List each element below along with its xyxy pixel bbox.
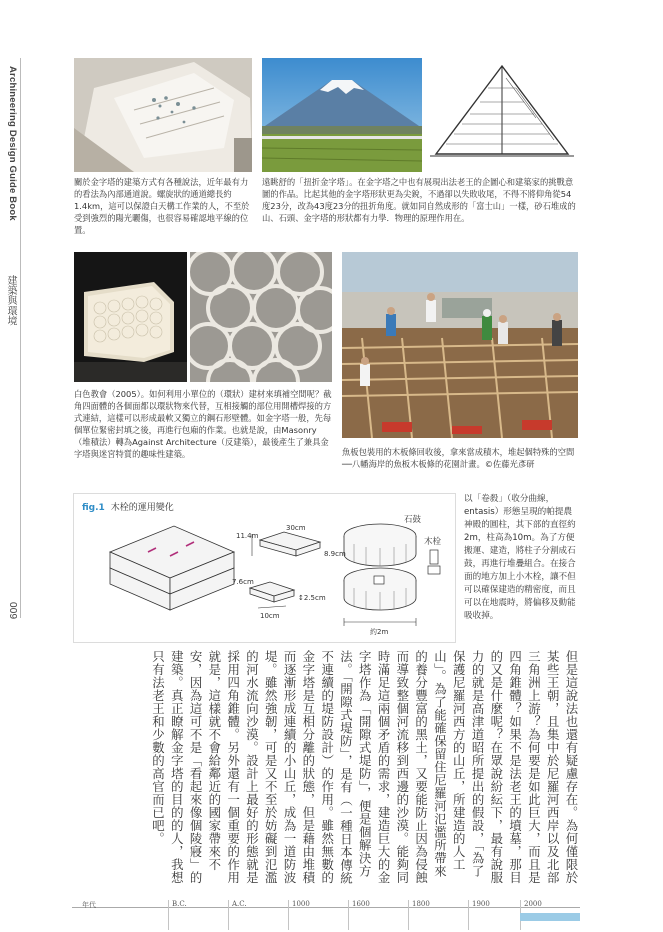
spine-rule [20,58,21,618]
fish-crate-garden-photo [342,252,578,438]
white-church-exterior-photo [74,252,187,382]
caption-pyramid-model: 關於金字塔的建築方式有各種說法，近年最有力的看法為內部通道說。螺旋狀的通道總長約1.4km，這可以保證白天構工作業的人，不至於受到強烈的陽光曬傷，也很容易確認地平線的位置。 [74,177,250,235]
body-text-vertical: 但是這說法也還有疑慮存在。為何僅限於某些王朝，且集中於尼羅河西岸以及北部三角洲上游？為何要是如此巨大，而且是四角錐體？如果不是法老王的墳墓，那目的又是什麼呢？在眾說紛紜下，最有說服力的就是高津道昭所提出的假設，「為了保護尼羅河西方的山丘，所建造的人工山」。為了能確保留住尼羅河氾濫所帶來的養分豐富的黑土，又要能防止因為侵蝕而導致整個河流移到西邊的沙漠。能夠同時滿足這兩個矛盾的需求，建造巨大的金字塔作為「開隙式堤防」，便是個解決方法。「開隙式堤防」，是有（一種日本傳統不連續的堤防設計）的作用。雖然無數的金字塔是互相分離的狀態，但是藉由堆積而逐漸形成連續的小山丘，成為一道防波堤。雖然強韌，可是又不至於妨礙到氾濫的河水流向沙漠。設計上最好的形態就是採用四角錐體。另外還有一個重要的作用就是，這樣就不會給鄰近的國家帶來不安，因為這可不是「看起來像個陵寢」的建築。真正瞭解金字塔的目的的人，我想只有法老王和少數的高官而已吧。 [150,650,579,885]
label-8-9cm: 8.9cm [324,550,346,558]
caption-white-church: 白色教會（2005）。如何利用小單位的（環狀）建材來填補空間呢？截角四面體的各個面都以環狀物來代替，互相接觸的部位用開槽焊接的方式連結，這樣可以形成最軟又獨立的鋼石形壁體。如金字塔一般，先每個單位緊密封填之後，再進行包廂的作業。也就是說，由Masonry（堆積法）轉為Against Architecture（反建築），最後產生了兼具金字塔與迷宮特質的趣味性建築。 [74,389,332,459]
figure-number: fig.1 [82,503,105,513]
chapter-title: 建築與環境 [5,275,16,326]
label-30cm: 30cm [286,524,306,532]
figure-drawing [74,494,457,644]
timeline-highlight [520,913,580,921]
page-number: 009 [7,602,18,620]
timeline-label: 年代 [82,901,96,909]
timeline-tick [468,900,469,930]
timeline-tick [348,900,349,930]
label-7-6cm: 7.6cm [232,578,254,586]
timeline-tick-label: 2000 [524,900,542,908]
timeline-tick-label: 1000 [292,900,310,908]
timeline-tick-label: 1900 [472,900,490,908]
timeline-tick-label: 1800 [412,900,430,908]
mount-fuji-photo [262,58,422,172]
ring-wall-detail-photo [190,252,332,382]
timeline-tick [228,900,229,930]
bent-pyramid-sketch [426,58,578,172]
timeline-tick [288,900,289,930]
timeline-tick-label: 1600 [352,900,370,908]
label-10cm: 10cm [260,612,280,620]
era-timeline [72,900,580,930]
label-wood-dowel: 木栓 [424,537,442,547]
timeline-tick [168,900,169,930]
timeline-axis [72,907,580,908]
timeline-tick [408,900,409,930]
figure-caption: 木栓的運用變化 [110,503,174,513]
caption-bent-pyramid: 遠眺舒的「扭折金字塔」。在金字塔之中也有展現出法老王的企圖心和建築家的挑戰意圖的作品。比起其他的金字塔形狀更為尖銳，不過卻以失敗收尾，不得不將仰角從54度23分，改為43度23分的扭折角度。就如同自然成形的「富士山」一樣，砂石堆成的山、石頭、金字塔的形狀都有力學．物理的原理作用在。 [262,177,576,223]
page-spine [0,0,30,932]
label-11-4m: 11.4m [236,532,259,540]
label-stone-drum: 石鼓 [404,515,422,525]
timeline-tick-label: B.C. [172,900,187,908]
figure-dowel-usage [73,493,456,643]
pyramid-model-photo [74,58,252,172]
label-2-5cm: ↕2.5cm [298,594,326,602]
label-about-2m: 約2m [370,628,389,636]
caption-fish-crate-garden: 魚板包裝用的木板條回收後，拿來當成積木，堆起個特殊的空間──八幡海岸的魚板木板條的花園計畫。©佐藤光彥研 [342,447,575,469]
book-title: Archineering Design Guide Book [7,66,18,221]
timeline-tick-label: A.C. [232,900,247,908]
side-note-parthenon: 以「卷殺」（收分曲線，entasis）形態呈現的帕提農神殿的圓柱，其下部的直徑約2m，柱高為10m。為了方便搬運、建造，將柱子分割成石鼓，再進行堆疊組合。在接合面的地方加上小木栓，讓不但可以確保建造的精密度，而且可以在地震時，將偏移及動能吸收掉。 [464,494,576,621]
